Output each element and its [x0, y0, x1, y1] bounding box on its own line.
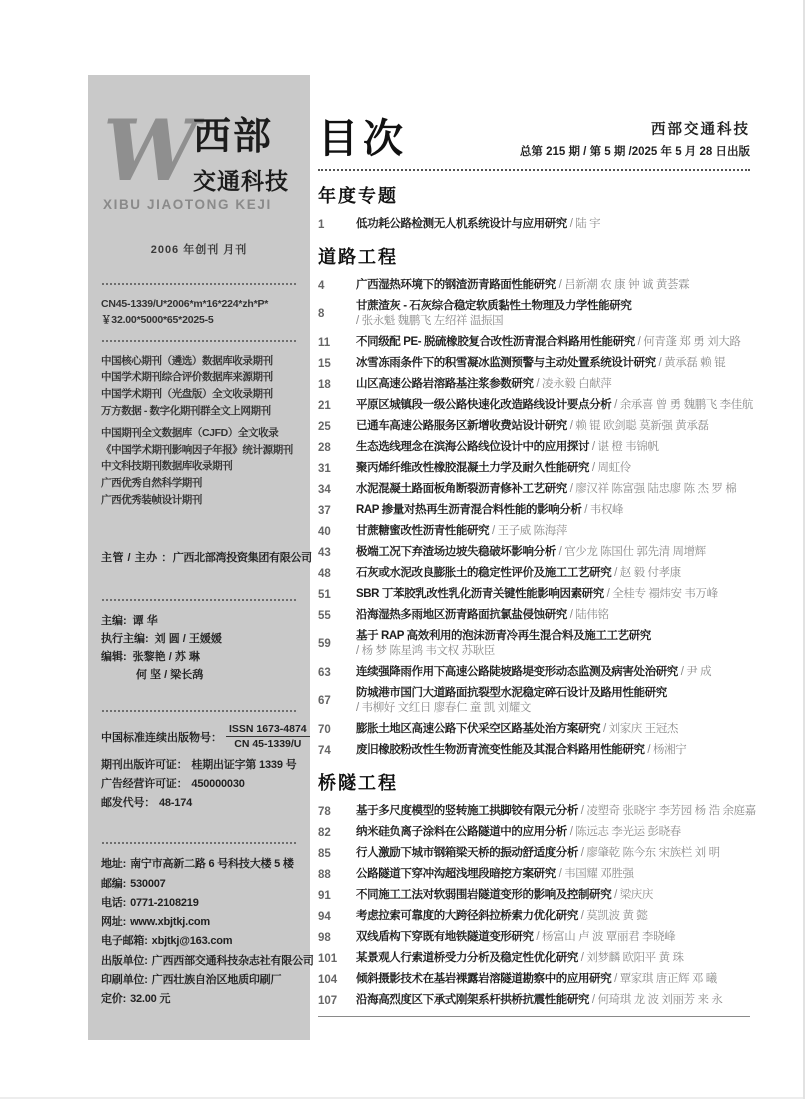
toc-entry-authors: / 凌永毅 白献萍 — [533, 378, 612, 390]
toc-entry-text — [356, 629, 750, 659]
editors-block — [101, 612, 297, 685]
toc-entry-text — [356, 398, 753, 413]
toc-entry-text — [356, 566, 750, 581]
toc-entry-authors: / 尹 成 — [677, 666, 712, 678]
toc-entry-authors: / 陈远志 李光运 彭晓春 — [566, 826, 681, 838]
toc-entry-text — [356, 278, 750, 293]
toc-entry-title: 行人激励下城市钢箱梁天桥的振动舒适度分析 — [356, 847, 578, 859]
toc-entry-title: RAP 掺量对热再生沥青混合料性能的影响分析 — [356, 504, 582, 516]
toc-entry-text — [356, 461, 750, 476]
database-listing-item: 中国期刊全文数据库（CJFD）全文收录 — [101, 426, 279, 439]
toc-entry-text — [356, 503, 750, 518]
toc-page-number: 21 — [318, 399, 331, 412]
toc-entry — [318, 972, 750, 987]
toc-entry-text — [356, 545, 750, 560]
toc-page-number: 94 — [318, 910, 331, 923]
toc-entry — [318, 217, 750, 232]
contact-row — [101, 913, 297, 932]
section-title: 桥隧工程 — [318, 773, 398, 793]
editor-names: 刘 圆 / 王媛媛 — [154, 632, 222, 645]
toc-entry-text — [356, 909, 750, 924]
toc-page-number: 48 — [318, 567, 331, 580]
toc-entry-authors: / 陆伟铭 — [566, 609, 609, 621]
license-row-value: 450000030 — [191, 777, 245, 790]
editor-names: 张黎艳 / 苏 琳 — [132, 650, 200, 663]
toc-page-number: 43 — [318, 546, 331, 559]
toc-page-number: 55 — [318, 609, 331, 622]
contact-row-label: 网址: — [101, 916, 127, 929]
toc-entry-title: 不同级配 PE- 脱硫橡胶复合改性沥青混合料路用性能研究 — [356, 336, 635, 348]
issn-label: 中国标准连续出版物号： — [101, 731, 222, 744]
toc-entry-title: 某景观人行索道桥受力分析及稳定性优化研究 — [356, 952, 578, 964]
toc-entry — [318, 930, 750, 945]
toc-entry-title: 甘蔗糖蜜改性沥青性能研究 — [356, 525, 490, 537]
logo-pinyin: XIBU JIAOTONG KEJI — [103, 197, 272, 212]
toc-entry — [318, 993, 750, 1008]
contact-row-value: www.xbjtkj.com — [130, 916, 210, 929]
toc-page-number: 88 — [318, 868, 331, 881]
toc-entry-authors: / 陆 宇 — [566, 218, 601, 230]
editor-role-label: 编辑: — [101, 650, 127, 663]
toc-page-number: 74 — [318, 744, 331, 757]
toc-entry-authors: / 廖肇乾 陈今东 宋族栏 刘 明 — [578, 847, 720, 859]
dotted-divider — [102, 842, 296, 844]
toc-page-number: 40 — [318, 525, 331, 538]
toc-entry-text — [356, 993, 750, 1008]
editor-row — [101, 648, 297, 666]
toc-entry-text — [356, 217, 750, 232]
contact-row-value: 广西壮族自治区地质印刷厂 — [151, 973, 282, 986]
toc-entry-text — [356, 930, 750, 945]
header-dotted-divider — [318, 169, 750, 171]
license-row-value: 桂期出证字第 1339 号 — [191, 759, 297, 772]
toc-entry — [318, 299, 750, 329]
publication-code-block — [101, 296, 297, 329]
toc-entry-title: 沿海湿热多雨地区沥青路面抗氯盐侵蚀研究 — [356, 609, 567, 621]
database-listing-item: 中文科技期刊数据库收录期刊 — [101, 460, 233, 473]
license-row — [101, 756, 297, 775]
issn-row — [101, 723, 307, 751]
contact-row — [101, 855, 297, 874]
dotted-divider — [102, 283, 296, 285]
issn-number: ISSN 1673-4874 — [226, 723, 310, 737]
toc-entry-authors: / 杨富山 卢 波 覃丽君 李晓峰 — [533, 931, 676, 943]
issn-cn-fraction — [226, 723, 310, 750]
toc-list — [318, 182, 756, 1008]
toc-entry-authors: / 吕新潮 农 康 钟 诚 黄荟霖 — [555, 279, 690, 291]
database-listing-item: 万方数据 - 数字化期刊群全文上网期刊 — [101, 404, 271, 417]
toc-entry — [318, 909, 750, 924]
license-row-value: 48-174 — [159, 796, 193, 809]
toc-page-number: 28 — [318, 441, 331, 454]
toc-entry-title: 广西湿热环境下的钢渣沥青路面性能研究 — [356, 279, 556, 291]
toc-entry-text — [356, 665, 750, 680]
toc-page-number: 67 — [318, 695, 331, 707]
toc-entry-title: 山区高速公路岩溶路基注浆参数研究 — [356, 378, 534, 390]
toc-page-number: 59 — [318, 638, 331, 650]
toc-page-number: 8 — [318, 308, 325, 320]
sponsor-label: 主管 / 主办 ： — [101, 551, 173, 564]
toc-entry-title: 连续强降雨作用下高速公路陡坡路堤变形动态监测及病害处治研究 — [356, 666, 678, 678]
toc-entry — [318, 587, 750, 602]
toc-entry — [318, 398, 753, 413]
license-row-label: 广告经营许可证： — [101, 777, 188, 790]
toc-page-number: 101 — [318, 952, 338, 965]
toc-entry-authors: / 刘梦麟 欧阳平 黄 珠 — [578, 952, 684, 964]
toc-page-number: 1 — [318, 218, 325, 231]
database-listing-item: 中国学术期刊综合评价数据库来源期刊 — [101, 371, 273, 384]
section-title: 年度专题 — [318, 186, 398, 206]
toc-entry-title: 防城港市国门大道路面抗裂型水泥稳定碎石设计及路用性能研究 — [356, 687, 667, 699]
toc-entry-title: 基于 RAP 高效利用的泡沫沥青冷再生混合料及施工工艺研究 — [356, 630, 651, 642]
toc-entry-text — [356, 867, 750, 882]
toc-entry-title: 低功耗公路检测无人机系统设计与应用研究 — [356, 218, 567, 230]
toc-entry — [318, 524, 750, 539]
contact-row — [101, 952, 314, 971]
toc-entry — [318, 503, 750, 518]
toc-entry-authors: / 何青蓬 郑 勇 刘大路 — [634, 336, 741, 348]
contact-row-value: 0771-2108219 — [130, 896, 199, 909]
toc-page-number: 91 — [318, 889, 331, 902]
toc-entry-text — [356, 951, 750, 966]
toc-entry-title: 纳米硅负离子涂料在公路隧道中的应用分析 — [356, 826, 567, 838]
issue-block — [520, 118, 750, 159]
toc-entry-title: 平原区城镇段一级公路快速化改造路线设计要点分析 — [356, 399, 612, 411]
toc-entry-authors: / 韦权峰 — [581, 504, 624, 516]
toc-page-number: 85 — [318, 847, 331, 860]
toc-entry-text — [356, 972, 750, 987]
editor-names: 谭 华 — [132, 614, 158, 627]
section-title: 道路工程 — [318, 247, 398, 267]
toc-entry-text — [356, 888, 750, 903]
toc-page-number: 18 — [318, 378, 331, 391]
toc-entry — [318, 482, 750, 497]
toc-entry-authors: / 余承喜 曾 勇 魏鹏飞 李佳航 — [611, 399, 753, 411]
toc-entry-text — [356, 440, 750, 455]
contact-row-label: 印刷单位: — [101, 973, 148, 986]
contact-row — [101, 932, 297, 951]
toc-entry-authors: / 梁庆庆 — [611, 889, 653, 901]
toc-entry-title: 沿海高烈度区下承式刚架系杆拱桥抗震性能研究 — [356, 994, 590, 1006]
toc-entry-authors: / 张永魁 魏鹏飞 左绍祥 温振国 — [356, 315, 504, 327]
toc-entry — [318, 608, 750, 623]
toc-entry-text — [356, 524, 750, 539]
toc-entry-title: 冰雪冻雨条件下的积雪凝冰监测预警与主动处置系统设计研究 — [356, 357, 656, 369]
toc-page-number: 4 — [318, 279, 325, 292]
license-row — [101, 794, 297, 813]
toc-entry-text — [356, 722, 750, 737]
issue-info: 总第 215 期 / 第 5 期 /2025 年 5 月 28 日出版 — [519, 146, 750, 158]
toc-entry-authors: / 谌 橙 韦锦帆 — [589, 441, 659, 453]
toc-entry — [318, 804, 756, 819]
toc-entry-text — [356, 377, 750, 392]
bottom-rule — [318, 1016, 750, 1017]
toc-entry-text — [356, 804, 756, 819]
toc-entry-authors: / 凌塑奇 张晓宇 李芳园 杨 浩 余庭嘉 — [578, 805, 756, 817]
contact-row — [101, 875, 297, 894]
toc-entry — [318, 545, 750, 560]
toc-entry — [318, 335, 750, 350]
toc-entry — [318, 419, 750, 434]
toc-entry-authors: / 周虹伶 — [589, 462, 631, 474]
database-listings — [101, 353, 297, 509]
toc-page-number: 107 — [318, 994, 338, 1007]
toc-entry-title: 生态选线理念在滨海公路线位设计中的应用探讨 — [356, 441, 590, 453]
toc-page-number: 34 — [318, 483, 331, 496]
contact-row — [101, 894, 297, 913]
toc-entry — [318, 867, 750, 882]
toc-page-number: 78 — [318, 805, 331, 818]
database-listing-item: 广西优秀装帧设计期刊 — [101, 493, 202, 506]
toc-page-number: 63 — [318, 666, 331, 679]
toc-page-number: 25 — [318, 420, 331, 433]
toc-entry-authors: / 王子威 陈海萍 — [489, 525, 567, 537]
toc-entry-authors: / 赖 锟 欧剑聪 莫新强 黄承磊 — [566, 420, 709, 432]
editor-row — [101, 612, 297, 630]
logo-w-glyph: W — [103, 101, 198, 200]
database-listing-item: 中国学术期刊（光盘版）全文收录期刊 — [101, 388, 273, 401]
journal-info-sidebar — [88, 75, 314, 1040]
contact-row-label: 出版单位: — [101, 954, 148, 967]
toc-entry — [318, 629, 750, 659]
toc-entry-authors: / 赵 毅 付孝康 — [611, 567, 681, 579]
dotted-divider — [102, 599, 296, 601]
toc-entry-text — [356, 356, 750, 371]
toc-entry — [318, 566, 750, 581]
toc-entry — [318, 743, 750, 758]
toc-entry-authors: / 杨 梦 陈星鸿 韦文权 苏耿臣 — [356, 645, 495, 657]
toc-entry-text — [356, 335, 750, 350]
toc-entry-text — [356, 587, 750, 602]
editor-row — [101, 630, 297, 648]
toc-entry-title: 石灰或水泥改良膨胀土的稳定性评价及施工工艺研究 — [356, 567, 612, 579]
cn-number: CN 45-1339/U — [234, 738, 302, 751]
toc-entry-title: 废旧橡胶粉改性生物沥青流变性能及其混合料路用性能研究 — [356, 744, 645, 756]
toc-entry-authors: / 官少龙 陈国仕 郭先清 周增辉 — [555, 546, 706, 558]
toc-entry-title: 公路隧道下穿冲沟超浅埋段暗挖方案研究 — [356, 868, 556, 880]
toc-entry-authors: / 何琦琪 龙 波 刘丽芳 来 永 — [589, 994, 723, 1006]
contact-row-value: 530007 — [130, 877, 166, 890]
toc-entry-title: 已通车高速公路服务区新增收费站设计研究 — [356, 420, 567, 432]
toc-content — [318, 117, 756, 1017]
toc-entry-authors: / 覃家琪 唐正辉 邓 曦 — [611, 973, 717, 985]
toc-entry-title: 聚丙烯纤维改性橡胶混凝土力学及耐久性能研究 — [356, 462, 590, 474]
toc-entry — [318, 846, 750, 861]
toc-entry-text — [356, 846, 750, 861]
toc-entry-authors: / 廖汉祥 陈富强 陆忠廖 陈 杰 罗 棉 — [566, 483, 737, 495]
toc-entry-title: 倾斜摄影技术在基岩裸露岩溶隧道勘察中的应用研究 — [356, 973, 612, 985]
toc-entry-title: 基于多尺度模型的竖转施工拱脚铰有限元分析 — [356, 805, 578, 817]
contact-row-label: 邮编: — [101, 877, 127, 890]
contact-block — [101, 855, 314, 1009]
toc-entry-title: 双线盾构下穿既有地铁隧道变形研究 — [356, 931, 534, 943]
toc-entry — [318, 951, 750, 966]
toc-entry-title: 膨胀土地区高速公路下伏采空区路基处治方案研究 — [356, 723, 601, 735]
journal-name: 西部交通科技 — [651, 122, 750, 138]
toc-entry — [318, 686, 750, 716]
toc-page-number: 70 — [318, 723, 331, 736]
toc-page-number: 98 — [318, 931, 331, 944]
logo-name-line1: 西部 — [193, 116, 274, 158]
toc-entry — [318, 825, 750, 840]
contact-row-value: xbjtkj@163.com — [151, 935, 233, 948]
license-block — [101, 756, 297, 812]
license-row-label: 期刊出版许可证： — [101, 759, 188, 772]
toc-entry — [318, 665, 750, 680]
toc-entry-title: 不同施工工法对软弱围岩隧道变形的影响及控制研究 — [356, 889, 612, 901]
toc-entry-authors: / 韦国耀 邓胜强 — [555, 868, 634, 880]
toc-entry-authors: / 韦柳好 文红日 廖春仁 童 凯 刘耀文 — [356, 702, 531, 714]
database-listing-item: 中国核心期刊（遴选）数据库收录期刊 — [101, 354, 273, 367]
toc-entry-authors: / 莫凯波 黄 懿 — [578, 910, 648, 922]
toc-entry-title: 水泥混凝土路面板角断裂沥青修补工艺研究 — [356, 483, 567, 495]
database-listing-item: 广西优秀自然科学期刊 — [101, 477, 202, 490]
journal-logo — [101, 101, 297, 227]
toc-entry-text — [356, 482, 750, 497]
dotted-divider — [102, 340, 296, 342]
toc-entry-text — [356, 825, 750, 840]
toc-entry — [318, 377, 750, 392]
toc-entry — [318, 356, 750, 371]
contact-row-label: 地址: — [101, 858, 127, 871]
toc-header — [318, 118, 750, 167]
toc-entry-authors: / 刘家庆 王冠杰 — [600, 723, 678, 735]
contact-row-label: 电子邮箱: — [101, 935, 148, 948]
toc-entry-text — [356, 608, 750, 623]
toc-entry-text — [356, 419, 750, 434]
toc-entry-text — [356, 743, 750, 758]
toc-page-number: 31 — [318, 462, 331, 475]
toc-entry-authors: / 黄承磊 赖 锟 — [655, 357, 726, 369]
license-row — [101, 775, 297, 794]
toc-page-number: 15 — [318, 357, 331, 370]
database-listing-item: 《中国学术期刊影响因子年报》统计源期刊 — [101, 443, 293, 456]
contact-row — [101, 990, 297, 1009]
contact-row-value: 32.00 元 — [130, 993, 171, 1006]
page-title: 目次 — [318, 117, 408, 161]
sponsor-line — [101, 549, 312, 565]
toc-page-number: 51 — [318, 588, 331, 601]
price-code-line: ￥32.00*5000*65*2025-5 — [101, 314, 214, 327]
contact-row-value: 南宁市高新二路 6 号科技大楼 5 楼 — [130, 858, 294, 871]
editor-role-label: 主编: — [101, 614, 127, 627]
license-row-label: 邮发代号： — [101, 796, 155, 809]
toc-page-number: 82 — [318, 826, 331, 839]
toc-page-number: 11 — [318, 336, 331, 349]
toc-entry — [318, 888, 750, 903]
toc-entry — [318, 722, 750, 737]
editor-role-label: 执行主编: — [101, 632, 149, 645]
toc-entry-title: 考虑拉索可靠度的大跨径斜拉桥索力优化研究 — [356, 910, 578, 922]
toc-entry-title: 极端工况下弃渣场边坡失稳破坏影响分析 — [356, 546, 556, 558]
contact-row-value: 广西西部交通科技杂志社有限公司 — [151, 954, 314, 967]
toc-entry-title: SBR 丁苯胶乳改性乳化沥青关键性能影响因素研究 — [356, 588, 604, 600]
toc-entry-title: 甘蔗渣灰 - 石灰综合稳定软质黏性土物理及力学性能研究 — [356, 300, 632, 312]
toc-entry-text — [356, 299, 750, 329]
editor-names: 何 坚 / 梁长鸹 — [136, 669, 204, 682]
toc-page-number: 37 — [318, 504, 331, 517]
toc-entry-text — [356, 686, 750, 716]
toc-entry — [318, 278, 750, 293]
contact-row — [101, 971, 297, 990]
contact-row-label: 电话: — [101, 896, 127, 909]
cn-code-line: CN45-1339/U*2006*m*16*224*zh*P* — [101, 298, 269, 310]
toc-entry-authors: / 杨湘宁 — [644, 744, 687, 756]
dotted-divider — [102, 710, 296, 712]
toc-entry-authors: / 全桂专 禤炜安 韦万峰 — [603, 588, 718, 600]
toc-entry — [318, 440, 750, 455]
toc-page-number: 104 — [318, 973, 338, 986]
editor-row — [101, 666, 297, 684]
toc-entry — [318, 461, 750, 476]
contact-row-label: 定价: — [101, 993, 127, 1006]
founded-line: 2006 年创刊 月刊 — [150, 244, 248, 256]
logo-name-line2: 交通科技 — [193, 168, 289, 194]
sponsor-value: 广西北部湾投资集团有限公司 — [172, 551, 312, 564]
